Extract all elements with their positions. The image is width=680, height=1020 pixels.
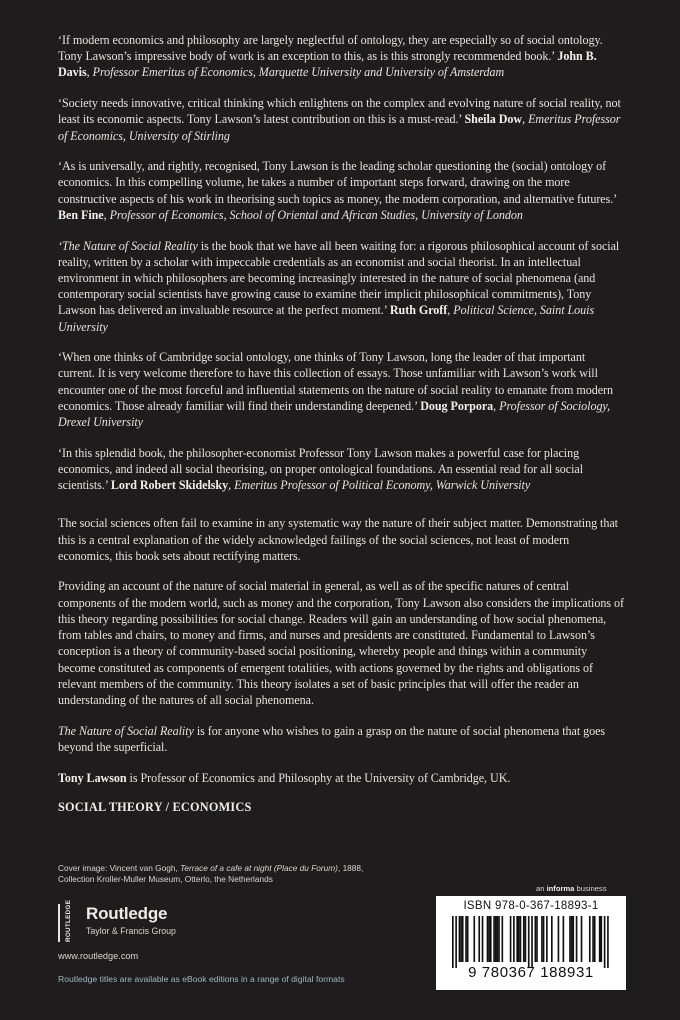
barcode-bar [592, 916, 594, 962]
barcode-bar [569, 916, 571, 962]
barcode-bar [493, 916, 495, 962]
review-skidelsky: ‘In this splendid book, the philosopher-economist Professor Tony Lawson makes a powerful case for placing economics, and indeed all social theorising, on proper ontological foundations. An essential read for all social scientists.’ Lord Robert Skidelsky, Emeritus Professor of Political Economy, Warwick University [58, 445, 584, 493]
reviewer-name: Lord Robert Skidelsky [110, 478, 229, 493]
isbn-barcode [436, 896, 626, 990]
routledge-logo [58, 899, 258, 944]
barcode-bar [543, 916, 545, 962]
book-title-italic: The Nature of Social Reality [58, 723, 194, 738]
barcode-bar [455, 916, 457, 968]
review-fine: ‘As is universally, and rightly, recognised, Tony Lawson is the leading scholar questioning the (social) ontology of economics. In this compelling volume, he takes a number of important steps forward, drawing on the more constructive aspects of his work in theorising such topics as money, the modern corporation, and alternative futures.’ Ben Fine, Professor of Economics, School of Oriental and African Studies, University of London [58, 159, 617, 222]
author-name: Tony Lawson [58, 770, 127, 785]
barcode-bar [462, 916, 464, 962]
description-paragraph: The Nature of Social Reality is for anyone who wishes to gain a grasp on the nature of social phenomena that goes beyond the superficial. [58, 723, 606, 754]
ebook-note: Routledge titles are available as eBook editions in a range of digital formats [58, 974, 345, 984]
author-bio: Tony Lawson is Professor of Economics and Philosophy at the University of Cambridge, UK. [58, 770, 511, 785]
barcode-bar [607, 916, 609, 968]
barcode-bar [571, 916, 573, 962]
reviewer-affiliation: Professor Emeritus of Economics, Marquette University and University of Amsterdam [92, 65, 505, 80]
barcode-bar [535, 916, 537, 962]
informa-business-label: an informa business [536, 884, 607, 893]
publisher-website[interactable]: www.routledge.com [58, 951, 139, 961]
barcode-bar [459, 916, 461, 962]
barcode-bar [495, 916, 497, 962]
barcode-bar [576, 916, 578, 962]
routledge-mark-icon: ROUTLEDGE [58, 904, 80, 942]
barcode-bar [482, 916, 484, 962]
barcode-bar [531, 916, 533, 968]
barcode-bar [487, 916, 489, 962]
barcode-bar [558, 916, 560, 962]
barcode-bar [452, 916, 454, 968]
reviews-section [58, 32, 624, 493]
review-dow: ‘Society needs innovative, critical thinking which enlightens on the complex and evolving nature of social reality, not least its economic aspects. Tony Lawson’s latest contribution on this is a must-read.’ Sheila Dow, Emeritus Professor of Economics, University of Stirling [58, 96, 621, 143]
barcode-bar [599, 916, 601, 962]
barcode-bar [478, 916, 480, 962]
description-paragraph: Providing an account of the nature of social material in general, as well as of the specific natures of central components of the modern world, such as money and the corporation, Tony Lawson also considers the implications of this theory regarding possibilities for social change. Readers will gain an understanding of how social phenomena, from tables and chairs, to money and firms, and nurses and presidents are constituted. Fundamental to Lawson’s conception is a theory of community-based social positioning, whereby people and things within a community become constituted as components of emergent totalities, with actions governed by the rights and obligations of relevant members of the community. This theory isolates a set of basic principles that will offer the reader an understanding of the natures of all social phenomena. [58, 579, 624, 707]
cover-image-credit: Cover image: Vincent van Gogh, Terrace of a cafe at night (Place du Forum), 1888, Collection Kroller-Muller Museum, Otterlo, the Netherlands [58, 863, 364, 884]
review-groff: ‘The Nature of Social Reality is the book that we have all been waiting for: a rigorous philosophical account of social reality, written by a scholar with impeccable credentials as an economist and social theorist. In an intellectual environment in which philosophers are becoming increasingly interested in the nature of social phenomena (and contemporary social scientists have growing cause to examine their implicit philosophical commitments), Tony Lawson has delivered an invaluable resource at the perfect moment.’ Ruth Groff, Political Science, Saint Louis University [58, 238, 620, 334]
book-title-italic: ‘The Nature of Social Reality [58, 238, 198, 253]
barcode-bar [460, 916, 462, 962]
barcode-bar [467, 916, 469, 962]
description-paragraph: The social sciences often fail to examine in any systematic way the nature of their subject matter. Demonstrating that this is a central explanation of the widely acknowledged failings of the social sciences, not least of modern economics, this book sets about rectifying matters. [58, 516, 618, 563]
barcode-bar [541, 916, 543, 962]
subject-category: SOCIAL THEORY / ECONOMICS [58, 800, 252, 815]
barcode-bars [446, 916, 616, 968]
barcode-bar [488, 916, 490, 962]
back-cover-text [58, 32, 624, 815]
barcode-bar [563, 916, 565, 962]
review-davis: ‘If modern economics and philosophy are largely neglectful of ontology, they are especially so of social ontology. Tony Lawson’s impressive body of work is an exception to this, as is this strongly recommended book.’ John B. Davis, Professor Emeritus of Economics, Marquette University and University of Amsterdam [58, 33, 603, 80]
barcode-bar [546, 916, 548, 962]
reviewer-name: Ruth Groff [389, 303, 448, 318]
barcode-bar [473, 916, 475, 962]
barcode-bar [490, 916, 492, 962]
barcode-bar [551, 916, 553, 962]
reviewer-name: Doug Porpora [420, 398, 494, 413]
barcode-bar [518, 916, 520, 962]
barcode-bar [520, 916, 522, 962]
reviewer-name: John B. Davis [58, 49, 597, 80]
reviewer-affiliation: Professor of Sociology, Drexel University [58, 398, 611, 430]
isbn-digits: 9 780367 188931 [468, 964, 594, 981]
barcode-bar [523, 916, 525, 962]
barcode-bar [594, 916, 596, 962]
isbn-label: ISBN 978-0-367-18893-1 [463, 900, 599, 912]
barcode-bar [604, 916, 606, 968]
barcode-bar [536, 916, 538, 962]
barcode-bar [589, 916, 591, 962]
barcode-bar [581, 916, 583, 962]
barcode-bar [572, 916, 574, 962]
barcode-bar [498, 916, 500, 962]
reviewer-affiliation: Emeritus Professor of Political Economy, Warwick University [234, 478, 531, 493]
reviewer-affiliation: Emeritus Professor of Economics, University of Stirling [58, 112, 621, 143]
review-porpora: ‘When one thinks of Cambridge social ontology, one thinks of Tony Lawson, long the leader of that important current. It is very welcome therefore to have this collection of essays. Those unfamiliar with Lawson’s work will encounter one of the most forceful and influential statements on the nature of social reality to emanate from modern economics. Those already familiar will find their understanding deepened.’ Doug Porpora, Professor of Sociology, Drexel University [58, 350, 614, 430]
barcode-bar [502, 916, 504, 962]
publisher-name: Routledge [86, 904, 168, 923]
book-description [58, 515, 624, 785]
publisher-group: Taylor & Francis Group [86, 926, 176, 936]
reviewer-affiliation: Professor of Economics, School of Oriental and African Studies, University of London [109, 207, 523, 222]
barcode-bar [465, 916, 467, 962]
reviewer-name: Ben Fine [58, 207, 104, 222]
barcode-bar [525, 916, 527, 962]
barcode-bar [497, 916, 499, 962]
barcode-bar [510, 916, 512, 962]
barcode-bar [516, 916, 518, 962]
barcode-bar [601, 916, 603, 962]
barcode-bar [513, 916, 515, 962]
reviewer-name: Sheila Dow [464, 112, 523, 127]
reviewer-affiliation: Political Science, Saint Louis University [58, 303, 595, 334]
barcode-bar [528, 916, 530, 968]
